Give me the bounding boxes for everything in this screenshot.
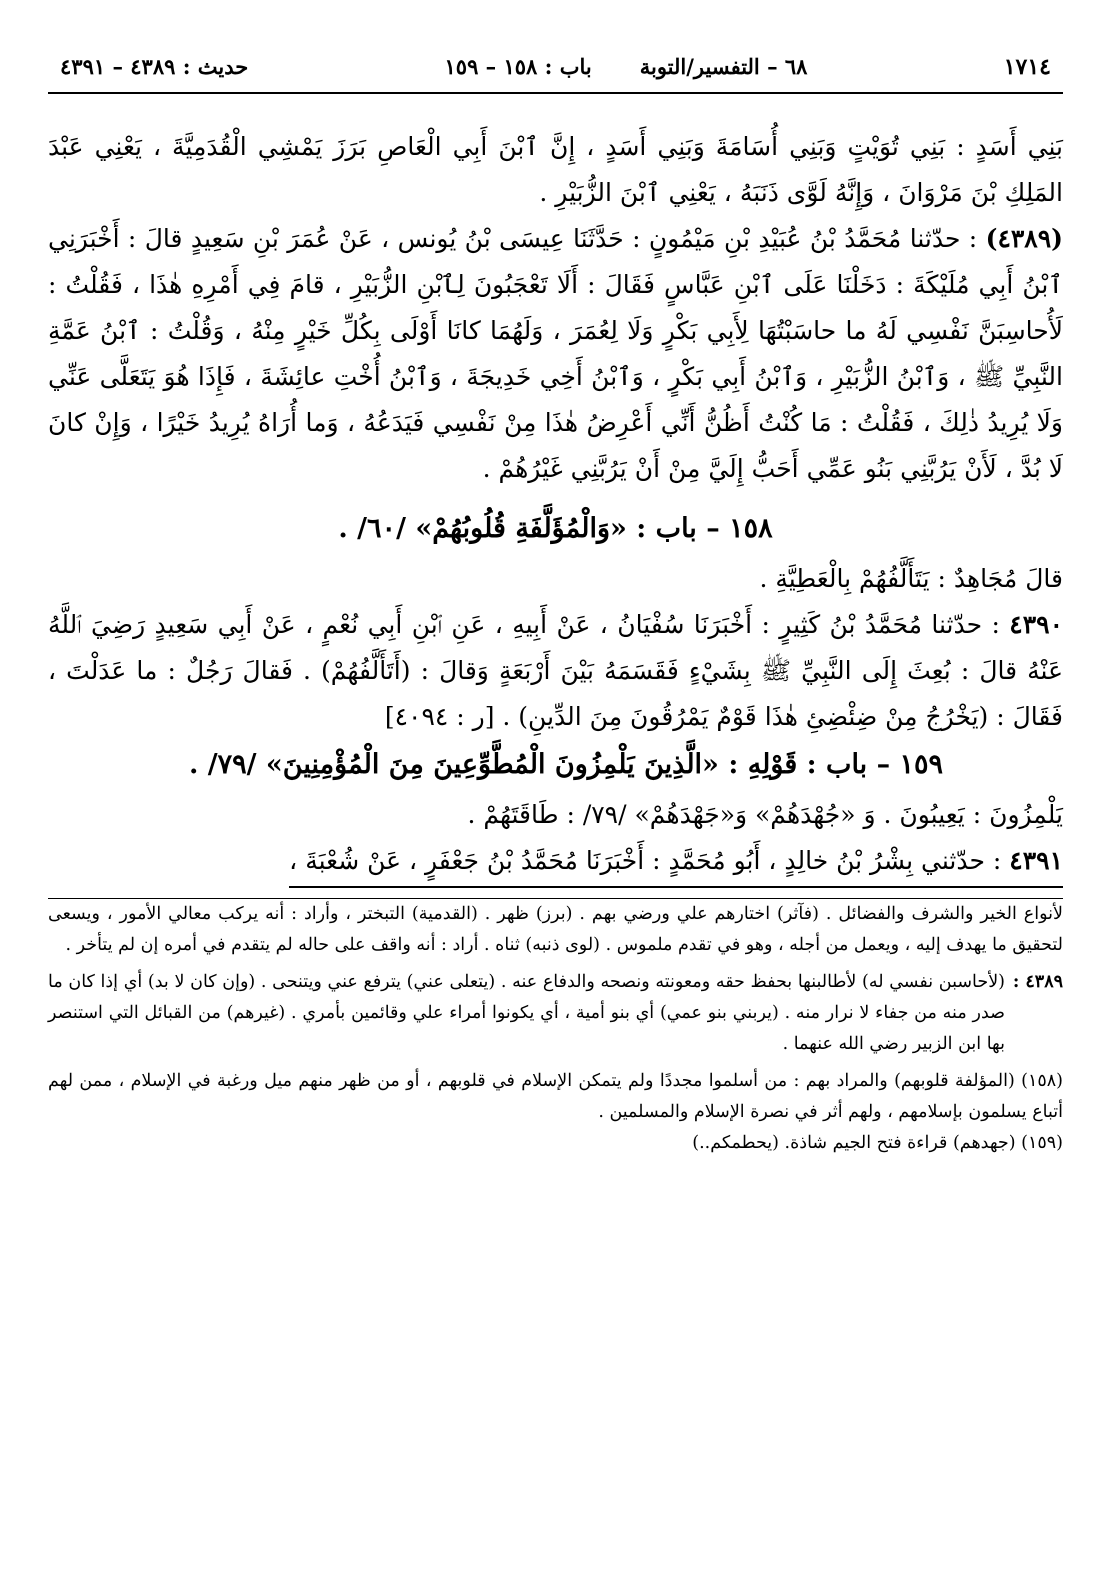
running-header	[48, 52, 1063, 94]
hadith-range: حديث : ٤٣٨٩ – ٤٣٩١	[60, 54, 249, 79]
hadith-text: : حدّثنا مُحَمَّدُ بْنُ كَثِيرٍ : أَخْبَرَنَا سُفْيَانُ ، عَنْ أَبِيهِ ، عَنِ ٱبْنِ أَبِي نُعْمٍ ، عَنْ أَبِي سَعِيدٍ رَضِيَ ٱللَّهُ عَنْهُ قالَ : بُعِثَ إِلَى النَّبِيِّ ﷺ بِشَيْءٍ فَقَسَمَهُ بَيْنَ أَرْبَعَةٍ وَقالَ : (أَتَأَلَّفُهُمْ) . فَقالَ رَجُلٌ : ما عَدَلْتَ ، فَقَالَ : (يَخْرُجُ مِنْ ضِئْضِئِ هٰذَا قَوْمٌ يَمْرُقُونَ مِنَ الدِّينِ) . [ر : ٤٠٩٤]	[48, 610, 1063, 731]
footnote-text: (١٥٨) (المؤلفة قلوبهم) والمراد بهم : من أسلموا مجددًا ولم يتمكن الإسلام في قلوبهم ، أو من ظهر منهم ميل ورغبة في الإسلام ، ممن لهم أتباع يسلمون بإسلامهم ، ولهم أثر في نصرة الإسلام والمسلمين .	[48, 1071, 1063, 1122]
footnote-158	[48, 1066, 1063, 1159]
hadith-number: (٤٣٨٩)	[985, 224, 1063, 253]
footnote-text: لأنواع الخير والشرف والفضائل . (فآثر) اختارهم علي ورضي بهم . (برز) ظهر . (القدمية) التبختر ، وأراد : أنه يركب معالي الأمور ، ويسعى لتحقيق ما يهدف إليه ، ويعمل من أجله ، وهو في تقدم ملموس . (لوى ذنبه) ثناه . أراد : أنه واقف على حاله لم يتقدم في أمره إن لم يتأخر .	[48, 904, 1063, 955]
bab-range: باب : ١٥٨ – ١٥٩	[444, 54, 592, 79]
main-text	[48, 124, 1063, 888]
hadith-text: : حدّثني بِشْرُ بْنُ خالِدٍ ، أَبُو مُحَمَّدٍ : أَخْبَرَنَا مُحَمَّدُ بْنُ جَعْفَرٍ ، عَنْ شُعْبَةَ ،	[289, 846, 1010, 875]
hadith-4389	[48, 216, 1063, 492]
last-line	[289, 838, 1063, 888]
hadith-number: ٤٣٩١	[1009, 846, 1063, 875]
footnotes	[48, 898, 1063, 1159]
header-center	[445, 52, 808, 82]
paragraph-continuation: بَنِي أَسَدٍ : بَنِي تُوَيْتٍ وَبَنِي أُسَامَةَ وَبَنِي أَسَدٍ ، إِنَّ ٱبْنَ أَبِي الْعَاصِ بَرَزَ يَمْشِي الْقُدَمِيَّةَ ، يَعْنِي عَبْدَ المَلِكِ بْنَ مَرْوَانَ ، وَإِنَّهُ لَوَّى ذَنَبَهُ ، يَعْنِي ٱبْنَ الزُّبَيْرِ .	[48, 132, 1063, 207]
chapter-title: ٦٨ – التفسير/التوبة	[639, 54, 808, 79]
bab-158-heading: ١٥٨ – باب : «وَالْمُؤَلَّفَةِ قُلُوبُهُمْ» /٦٠/ .	[338, 513, 773, 544]
footnote-continuation	[48, 899, 1063, 961]
bab-159-heading: ١٥٩ – باب : قَوْلِهِ : «الَّذِينَ يَلْمِزُونَ الْمُطَّوِّعِينَ مِنَ الْمُؤْمِنِينَ» /٧٩/ .	[188, 749, 943, 780]
footnote-text: (لأحاسبن نفسي له) لأطالبنها بحفظ حقه ومعونته ونصحه والدفاع عنه . (يتعلى عني) يترفع عني ويتنحى . (وإن كان لا بد) أي إذا كان ما صدر منه من جفاء لا نرار منه . (يربني بنو عمي) أي بنو أمية ، أي يكونوا أمراء علي وقائمين بأمري . (غيرهم) من القبائل التي استنصر بها ابن الزبير رضي الله عنهما .	[48, 972, 1005, 1054]
hadith-text: : حدّثنا مُحَمَّدُ بْنُ عُبَيْدِ بْنِ مَيْمُونٍ : حَدَّثَنَا عِيسَى بْنُ يُونس ، عَنْ عُمَرَ بْنِ سَعِيدٍ قالَ : أَخْبَرَنِي ٱبْنُ أَبِي مُلَيْكَةَ : دَخَلْنَا عَلَى ٱبْنِ عَبَّاسٍ فَقَالَ : أَلَا تَعْجَبُونَ لِٱبْنِ الزُّبَيْرِ ، قامَ فِي أَمْرِهِ هٰذَا ، فَقُلْتُ : لَأُحاسِبَنَّ نَفْسِي لَهُ ما حاسَبْتُهَا لِأَبِي بَكْرٍ وَلَا لِعُمَرَ ، وَلَهُمَا كانَا أَوْلَى بِكُلِّ خَيْرٍ مِنْهُ ، وَقُلْتُ : ٱبْنُ عَمَّةِ النَّبِيِّ ﷺ ، وَٱبْنُ الزُّبَيْرِ ، وَٱبْنُ أَبِي بَكْرٍ ، وَٱبْنُ أَخِي خَدِيجَةَ ، وَٱبْنُ أُخْتِ عائِشَةَ ، فَإِذَا هُوَ يَتَعَلَّى عَنِّي وَلَا يُرِيدُ ذٰلِكَ ، فَقُلْتُ : مَا كُنْتُ أَظُنُّ أَنِّي أَعْرِضُ هٰذَا مِنْ نَفْسِي فَيَدَعُهُ ، وَما أُرَاهُ يُرِيدُ خَيْرًا ، وَإِنْ كانَ لَا بُدَّ ، لَأَنْ يَرُبَّنِي بَنُو عَمِّي أَحَبُّ إِلَيَّ مِنْ أَنْ يَرُبَّنِي غَيْرُهُمْ .	[48, 224, 1063, 483]
hadith-4391	[48, 838, 1063, 888]
mujahid-note: قالَ مُجَاهِدٌ : يَتَأَلَّفُهُمْ بِالْعَطِيَّةِ .	[759, 564, 1063, 593]
footnote-number: ٤٣٨٩ :	[1012, 972, 1063, 992]
hadith-number: ٤٣٩٠	[1009, 610, 1063, 639]
yalmizun-note: يَلْمِزُونَ : يَعِيبُونَ . وَ «جُهْدَهُمْ» وَ«جَهْدَهُمْ» /٧٩/ : طَاقَتَهُمْ .	[467, 800, 1063, 829]
hadith-4390	[48, 602, 1063, 740]
footnote-4389	[48, 967, 1063, 1060]
page-number: ١٧١٤	[1003, 54, 1051, 80]
footnote-159-text: (١٥٩) (جهدهم) قراءة فتح الجيم شاذة. (يحطمكم..)	[692, 1133, 1063, 1153]
